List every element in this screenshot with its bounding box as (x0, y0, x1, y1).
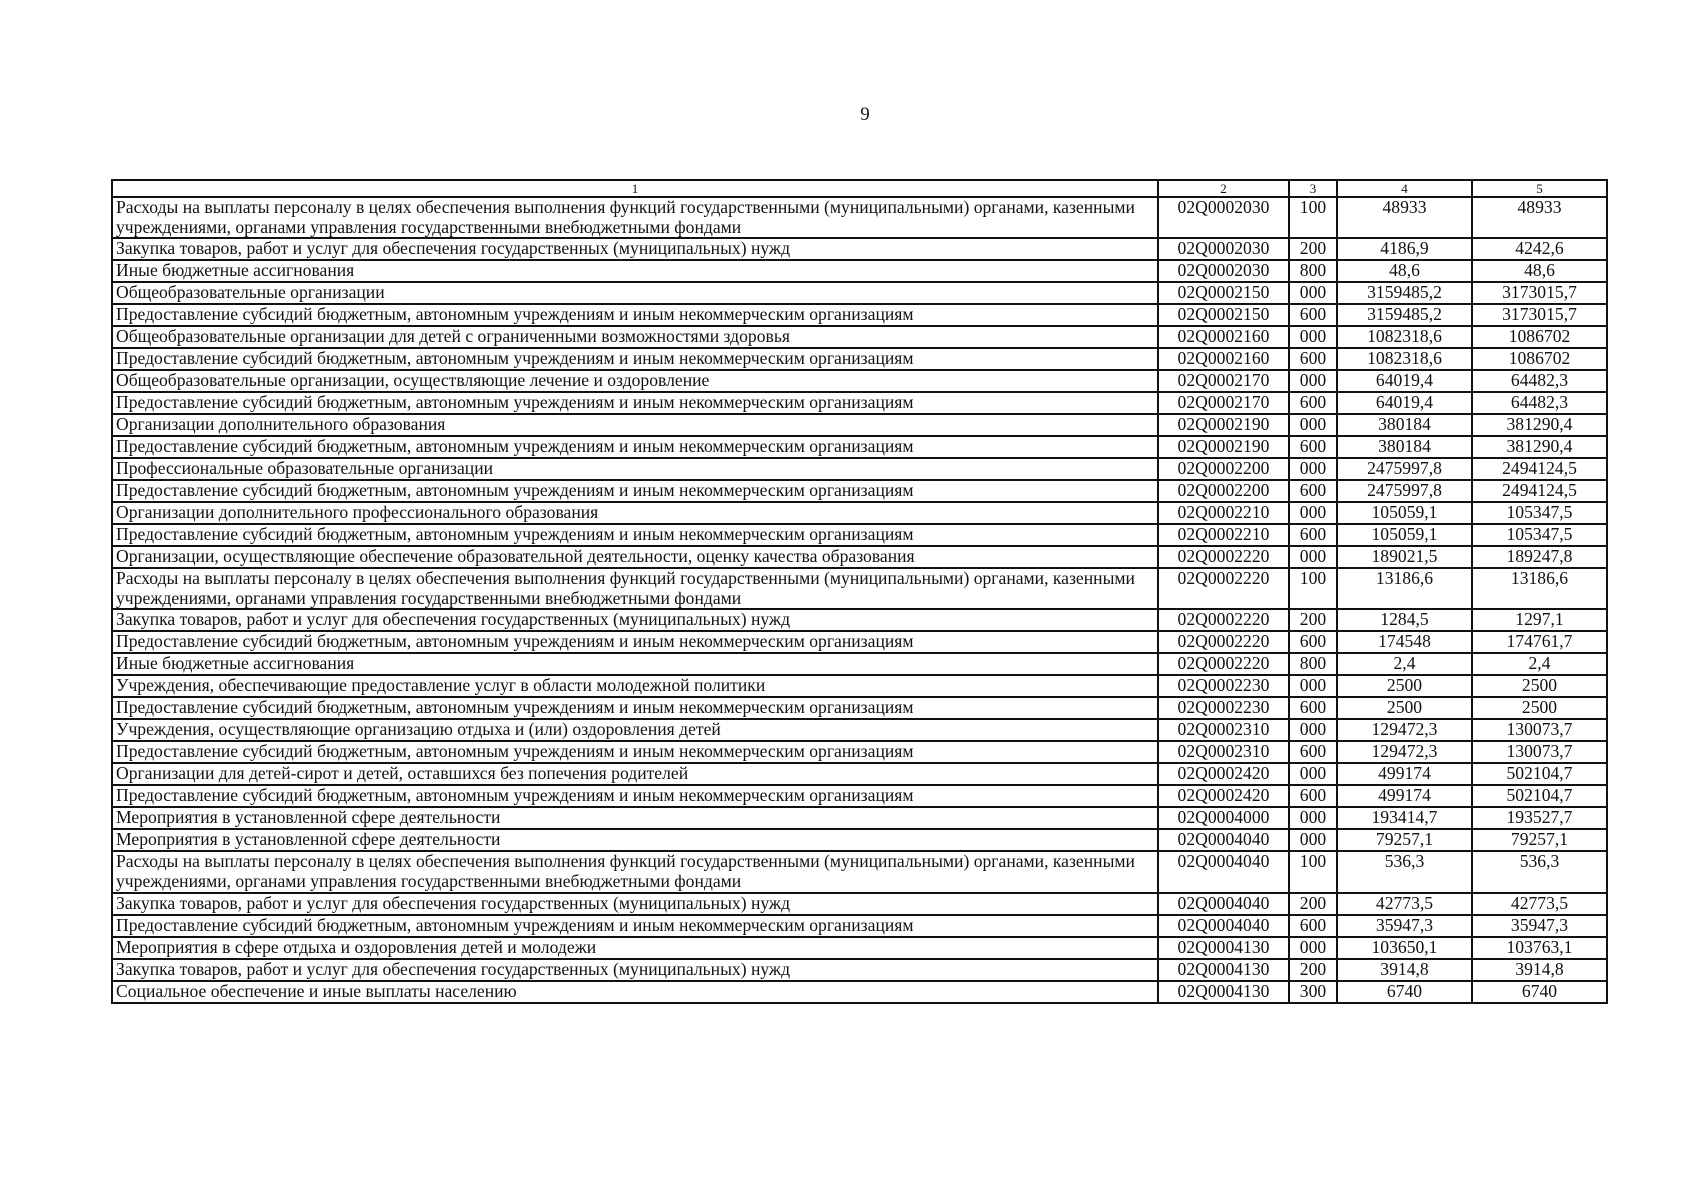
row-code-cell: 02Q0004040 (1158, 851, 1289, 892)
row-code-cell: 02Q0002030 (1158, 197, 1289, 238)
row-amount-col5-cell: 6740 (1472, 981, 1607, 1003)
table-row (112, 675, 1607, 697)
row-amount-col4-cell: 2500 (1337, 697, 1472, 719)
row-expense-type-cell: 800 (1289, 653, 1337, 675)
row-name-cell: Общеобразовательные организации, осуществляющие лечение и оздоровление (112, 370, 1158, 392)
row-amount-col4-cell: 6740 (1337, 981, 1472, 1003)
row-amount-col5-cell: 2,4 (1472, 653, 1607, 675)
row-expense-type-cell: 600 (1289, 631, 1337, 653)
row-expense-type-cell: 000 (1289, 326, 1337, 348)
row-amount-col5-cell: 502104,7 (1472, 785, 1607, 807)
table-row (112, 631, 1607, 653)
row-expense-type-cell: 200 (1289, 609, 1337, 631)
row-amount-col5-cell: 1086702 (1472, 348, 1607, 370)
row-name-cell: Общеобразовательные организации (112, 282, 1158, 304)
row-amount-col4-cell: 2475997,8 (1337, 480, 1472, 502)
row-code-cell: 02Q0002030 (1158, 238, 1289, 260)
row-name-cell: Закупка товаров, работ и услуг для обеспечения государственных (муниципальных) нужд (112, 609, 1158, 631)
row-amount-col5-cell: 502104,7 (1472, 763, 1607, 785)
row-amount-col4-cell: 105059,1 (1337, 524, 1472, 546)
row-amount-col4-cell: 1082318,6 (1337, 348, 1472, 370)
table-row (112, 238, 1607, 260)
row-expense-type-cell: 000 (1289, 763, 1337, 785)
table-row (112, 370, 1607, 392)
header-cell-1: 1 (112, 180, 1158, 197)
row-amount-col4-cell: 2500 (1337, 675, 1472, 697)
table-row (112, 260, 1607, 282)
row-amount-col4-cell: 2,4 (1337, 653, 1472, 675)
row-name-cell: Предоставление субсидий бюджетным, автономным учреждениям и иным некоммерческим организациям (112, 304, 1158, 326)
row-amount-col5-cell: 381290,4 (1472, 414, 1607, 436)
row-expense-type-cell: 300 (1289, 981, 1337, 1003)
row-code-cell: 02Q0004040 (1158, 915, 1289, 937)
table-row (112, 197, 1607, 238)
row-amount-col4-cell: 105059,1 (1337, 502, 1472, 524)
row-amount-col5-cell: 42773,5 (1472, 893, 1607, 915)
row-amount-col4-cell: 193414,7 (1337, 807, 1472, 829)
row-expense-type-cell: 800 (1289, 260, 1337, 282)
row-name-cell: Предоставление субсидий бюджетным, автономным учреждениям и иным некоммерческим организациям (112, 785, 1158, 807)
row-expense-type-cell: 000 (1289, 546, 1337, 568)
row-amount-col5-cell: 48,6 (1472, 260, 1607, 282)
header-cell-4: 4 (1337, 180, 1472, 197)
row-name-cell: Предоставление субсидий бюджетным, автономным учреждениям и иным некоммерческим организациям (112, 524, 1158, 546)
row-name-cell: Организации дополнительного образования (112, 414, 1158, 436)
row-name-cell: Профессиональные образовательные организации (112, 458, 1158, 480)
table-row (112, 524, 1607, 546)
row-amount-col5-cell: 35947,3 (1472, 915, 1607, 937)
table-row (112, 414, 1607, 436)
row-expense-type-cell: 600 (1289, 785, 1337, 807)
row-code-cell: 02Q0002220 (1158, 631, 1289, 653)
table-row (112, 959, 1607, 981)
row-amount-col4-cell: 174548 (1337, 631, 1472, 653)
row-code-cell: 02Q0004000 (1158, 807, 1289, 829)
row-expense-type-cell: 600 (1289, 480, 1337, 502)
row-code-cell: 02Q0002220 (1158, 568, 1289, 609)
row-name-cell: Предоставление субсидий бюджетным, автономным учреждениям и иным некоммерческим организациям (112, 631, 1158, 653)
table-row (112, 392, 1607, 414)
row-name-cell: Организации для детей-сирот и детей, оставшихся без попечения родителей (112, 763, 1158, 785)
row-name-cell: Общеобразовательные организации для детей с ограниченными возможностями здоровья (112, 326, 1158, 348)
row-code-cell: 02Q0002230 (1158, 697, 1289, 719)
table-row (112, 981, 1607, 1003)
row-expense-type-cell: 000 (1289, 807, 1337, 829)
row-code-cell: 02Q0004040 (1158, 829, 1289, 851)
row-amount-col5-cell: 1297,1 (1472, 609, 1607, 631)
row-code-cell: 02Q0002200 (1158, 458, 1289, 480)
row-amount-col5-cell: 2494124,5 (1472, 480, 1607, 502)
table-row (112, 326, 1607, 348)
table-row (112, 893, 1607, 915)
row-code-cell: 02Q0002220 (1158, 609, 1289, 631)
table-row (112, 719, 1607, 741)
row-amount-col4-cell: 536,3 (1337, 851, 1472, 892)
row-code-cell: 02Q0002150 (1158, 304, 1289, 326)
row-name-cell: Социальное обеспечение и иные выплаты населению (112, 981, 1158, 1003)
row-name-cell: Иные бюджетные ассигнования (112, 260, 1158, 282)
row-code-cell: 02Q0002420 (1158, 785, 1289, 807)
row-expense-type-cell: 600 (1289, 392, 1337, 414)
table-row (112, 282, 1607, 304)
row-expense-type-cell: 600 (1289, 348, 1337, 370)
table-row (112, 741, 1607, 763)
row-amount-col4-cell: 129472,3 (1337, 741, 1472, 763)
row-expense-type-cell: 200 (1289, 238, 1337, 260)
table-row (112, 937, 1607, 959)
row-amount-col5-cell: 2494124,5 (1472, 458, 1607, 480)
row-code-cell: 02Q0002420 (1158, 763, 1289, 785)
row-expense-type-cell: 200 (1289, 893, 1337, 915)
row-amount-col4-cell: 499174 (1337, 785, 1472, 807)
table-row (112, 502, 1607, 524)
row-amount-col4-cell: 4186,9 (1337, 238, 1472, 260)
row-code-cell: 02Q0002190 (1158, 414, 1289, 436)
row-expense-type-cell: 600 (1289, 741, 1337, 763)
row-amount-col4-cell: 2475997,8 (1337, 458, 1472, 480)
row-name-cell: Учреждения, обеспечивающие предоставление услуг в области молодежной политики (112, 675, 1158, 697)
row-code-cell: 02Q0002230 (1158, 675, 1289, 697)
row-expense-type-cell: 000 (1289, 502, 1337, 524)
row-code-cell: 02Q0002150 (1158, 282, 1289, 304)
row-amount-col4-cell: 499174 (1337, 763, 1472, 785)
row-expense-type-cell: 600 (1289, 524, 1337, 546)
header-cell-2: 2 (1158, 180, 1289, 197)
table-row (112, 851, 1607, 892)
row-amount-col5-cell: 105347,5 (1472, 502, 1607, 524)
row-name-cell: Предоставление субсидий бюджетным, автономным учреждениям и иным некоммерческим организациям (112, 348, 1158, 370)
table-row (112, 785, 1607, 807)
row-amount-col4-cell: 35947,3 (1337, 915, 1472, 937)
row-name-cell: Предоставление субсидий бюджетным, автономным учреждениям и иным некоммерческим организациям (112, 915, 1158, 937)
table-row (112, 763, 1607, 785)
row-amount-col5-cell: 130073,7 (1472, 719, 1607, 741)
row-amount-col5-cell: 103763,1 (1472, 937, 1607, 959)
row-code-cell: 02Q0002220 (1158, 653, 1289, 675)
row-code-cell: 02Q0002220 (1158, 546, 1289, 568)
row-code-cell: 02Q0002160 (1158, 326, 1289, 348)
header-cell-3: 3 (1289, 180, 1337, 197)
row-name-cell: Закупка товаров, работ и услуг для обеспечения государственных (муниципальных) нужд (112, 238, 1158, 260)
row-expense-type-cell: 100 (1289, 851, 1337, 892)
table-row (112, 829, 1607, 851)
row-amount-col5-cell: 3173015,7 (1472, 282, 1607, 304)
row-amount-col5-cell: 13186,6 (1472, 568, 1607, 609)
row-expense-type-cell: 600 (1289, 915, 1337, 937)
row-expense-type-cell: 000 (1289, 370, 1337, 392)
table-row (112, 348, 1607, 370)
row-amount-col5-cell: 48933 (1472, 197, 1607, 238)
row-expense-type-cell: 100 (1289, 197, 1337, 238)
row-name-cell: Предоставление субсидий бюджетным, автономным учреждениям и иным некоммерческим организациям (112, 741, 1158, 763)
table-row (112, 807, 1607, 829)
row-amount-col5-cell: 130073,7 (1472, 741, 1607, 763)
row-amount-col4-cell: 129472,3 (1337, 719, 1472, 741)
row-amount-col4-cell: 1082318,6 (1337, 326, 1472, 348)
row-expense-type-cell: 000 (1289, 829, 1337, 851)
table-row (112, 653, 1607, 675)
row-expense-type-cell: 000 (1289, 937, 1337, 959)
row-amount-col4-cell: 1284,5 (1337, 609, 1472, 631)
row-name-cell: Расходы на выплаты персоналу в целях обеспечения выполнения функций государственными (муниципальными) органами, казенными учреждениями, органами управления государственными внебюджетными фондами (112, 197, 1158, 238)
table-row (112, 609, 1607, 631)
row-expense-type-cell: 600 (1289, 697, 1337, 719)
row-expense-type-cell: 600 (1289, 436, 1337, 458)
row-amount-col5-cell: 64482,3 (1472, 392, 1607, 414)
row-name-cell: Предоставление субсидий бюджетным, автономным учреждениям и иным некоммерческим организациям (112, 480, 1158, 502)
row-name-cell: Мероприятия в установленной сфере деятельности (112, 807, 1158, 829)
row-expense-type-cell: 100 (1289, 568, 1337, 609)
row-name-cell: Закупка товаров, работ и услуг для обеспечения государственных (муниципальных) нужд (112, 893, 1158, 915)
row-amount-col4-cell: 48933 (1337, 197, 1472, 238)
row-name-cell: Расходы на выплаты персоналу в целях обеспечения выполнения функций государственными (муниципальными) органами, казенными учреждениями, органами управления государственными внебюджетными фондами (112, 851, 1158, 892)
table-row (112, 436, 1607, 458)
row-code-cell: 02Q0002310 (1158, 741, 1289, 763)
table-row (112, 546, 1607, 568)
row-expense-type-cell: 000 (1289, 719, 1337, 741)
row-amount-col4-cell: 3914,8 (1337, 959, 1472, 981)
row-expense-type-cell: 600 (1289, 304, 1337, 326)
table-row (112, 458, 1607, 480)
header-cell-5: 5 (1472, 180, 1607, 197)
row-name-cell: Организации дополнительного профессионального образования (112, 502, 1158, 524)
row-amount-col5-cell: 189247,8 (1472, 546, 1607, 568)
row-code-cell: 02Q0002200 (1158, 480, 1289, 502)
row-amount-col5-cell: 381290,4 (1472, 436, 1607, 458)
row-amount-col4-cell: 64019,4 (1337, 392, 1472, 414)
row-code-cell: 02Q0002210 (1158, 502, 1289, 524)
row-code-cell: 02Q0004130 (1158, 959, 1289, 981)
table-row (112, 568, 1607, 609)
row-amount-col5-cell: 2500 (1472, 697, 1607, 719)
row-code-cell: 02Q0002210 (1158, 524, 1289, 546)
row-amount-col5-cell: 193527,7 (1472, 807, 1607, 829)
row-name-cell: Расходы на выплаты персоналу в целях обеспечения выполнения функций государственными (муниципальными) органами, казенными учреждениями, органами управления государственными внебюджетными фондами (112, 568, 1158, 609)
row-amount-col5-cell: 2500 (1472, 675, 1607, 697)
row-expense-type-cell: 000 (1289, 675, 1337, 697)
row-amount-col4-cell: 103650,1 (1337, 937, 1472, 959)
row-amount-col5-cell: 174761,7 (1472, 631, 1607, 653)
row-amount-col5-cell: 3914,8 (1472, 959, 1607, 981)
row-code-cell: 02Q0002030 (1158, 260, 1289, 282)
table-body (112, 180, 1607, 1003)
row-amount-col5-cell: 79257,1 (1472, 829, 1607, 851)
row-amount-col5-cell: 1086702 (1472, 326, 1607, 348)
row-expense-type-cell: 000 (1289, 282, 1337, 304)
row-name-cell: Предоставление субсидий бюджетным, автономным учреждениям и иным некоммерческим организациям (112, 697, 1158, 719)
row-amount-col5-cell: 105347,5 (1472, 524, 1607, 546)
row-name-cell: Учреждения, осуществляющие организацию отдыха и (или) оздоровления детей (112, 719, 1158, 741)
row-name-cell: Организации, осуществляющие обеспечение образовательной деятельности, оценку качества образования (112, 546, 1158, 568)
row-code-cell: 02Q0004040 (1158, 893, 1289, 915)
row-code-cell: 02Q0002170 (1158, 370, 1289, 392)
row-amount-col4-cell: 13186,6 (1337, 568, 1472, 609)
row-amount-col4-cell: 189021,5 (1337, 546, 1472, 568)
row-amount-col4-cell: 380184 (1337, 414, 1472, 436)
row-amount-col4-cell: 380184 (1337, 436, 1472, 458)
budget-table (111, 179, 1608, 1004)
row-code-cell: 02Q0002160 (1158, 348, 1289, 370)
row-expense-type-cell: 000 (1289, 414, 1337, 436)
row-amount-col5-cell: 64482,3 (1472, 370, 1607, 392)
column-number-header-row (112, 180, 1607, 197)
row-amount-col4-cell: 3159485,2 (1337, 304, 1472, 326)
table-row (112, 697, 1607, 719)
row-amount-col4-cell: 3159485,2 (1337, 282, 1472, 304)
table-row (112, 915, 1607, 937)
row-amount-col5-cell: 3173015,7 (1472, 304, 1607, 326)
row-code-cell: 02Q0002170 (1158, 392, 1289, 414)
page-number: 9 (860, 104, 870, 125)
row-name-cell: Мероприятия в установленной сфере деятельности (112, 829, 1158, 851)
row-expense-type-cell: 000 (1289, 458, 1337, 480)
row-name-cell: Предоставление субсидий бюджетным, автономным учреждениям и иным некоммерческим организациям (112, 436, 1158, 458)
row-name-cell: Предоставление субсидий бюджетным, автономным учреждениям и иным некоммерческим организациям (112, 392, 1158, 414)
row-code-cell: 02Q0004130 (1158, 937, 1289, 959)
row-name-cell: Закупка товаров, работ и услуг для обеспечения государственных (муниципальных) нужд (112, 959, 1158, 981)
table-row (112, 304, 1607, 326)
row-code-cell: 02Q0002310 (1158, 719, 1289, 741)
row-amount-col4-cell: 42773,5 (1337, 893, 1472, 915)
row-code-cell: 02Q0002190 (1158, 436, 1289, 458)
row-amount-col4-cell: 48,6 (1337, 260, 1472, 282)
table-row (112, 480, 1607, 502)
row-name-cell: Мероприятия в сфере отдыха и оздоровления детей и молодежи (112, 937, 1158, 959)
row-amount-col4-cell: 64019,4 (1337, 370, 1472, 392)
row-amount-col4-cell: 79257,1 (1337, 829, 1472, 851)
row-name-cell: Иные бюджетные ассигнования (112, 653, 1158, 675)
row-expense-type-cell: 200 (1289, 959, 1337, 981)
row-amount-col5-cell: 536,3 (1472, 851, 1607, 892)
row-amount-col5-cell: 4242,6 (1472, 238, 1607, 260)
row-code-cell: 02Q0004130 (1158, 981, 1289, 1003)
